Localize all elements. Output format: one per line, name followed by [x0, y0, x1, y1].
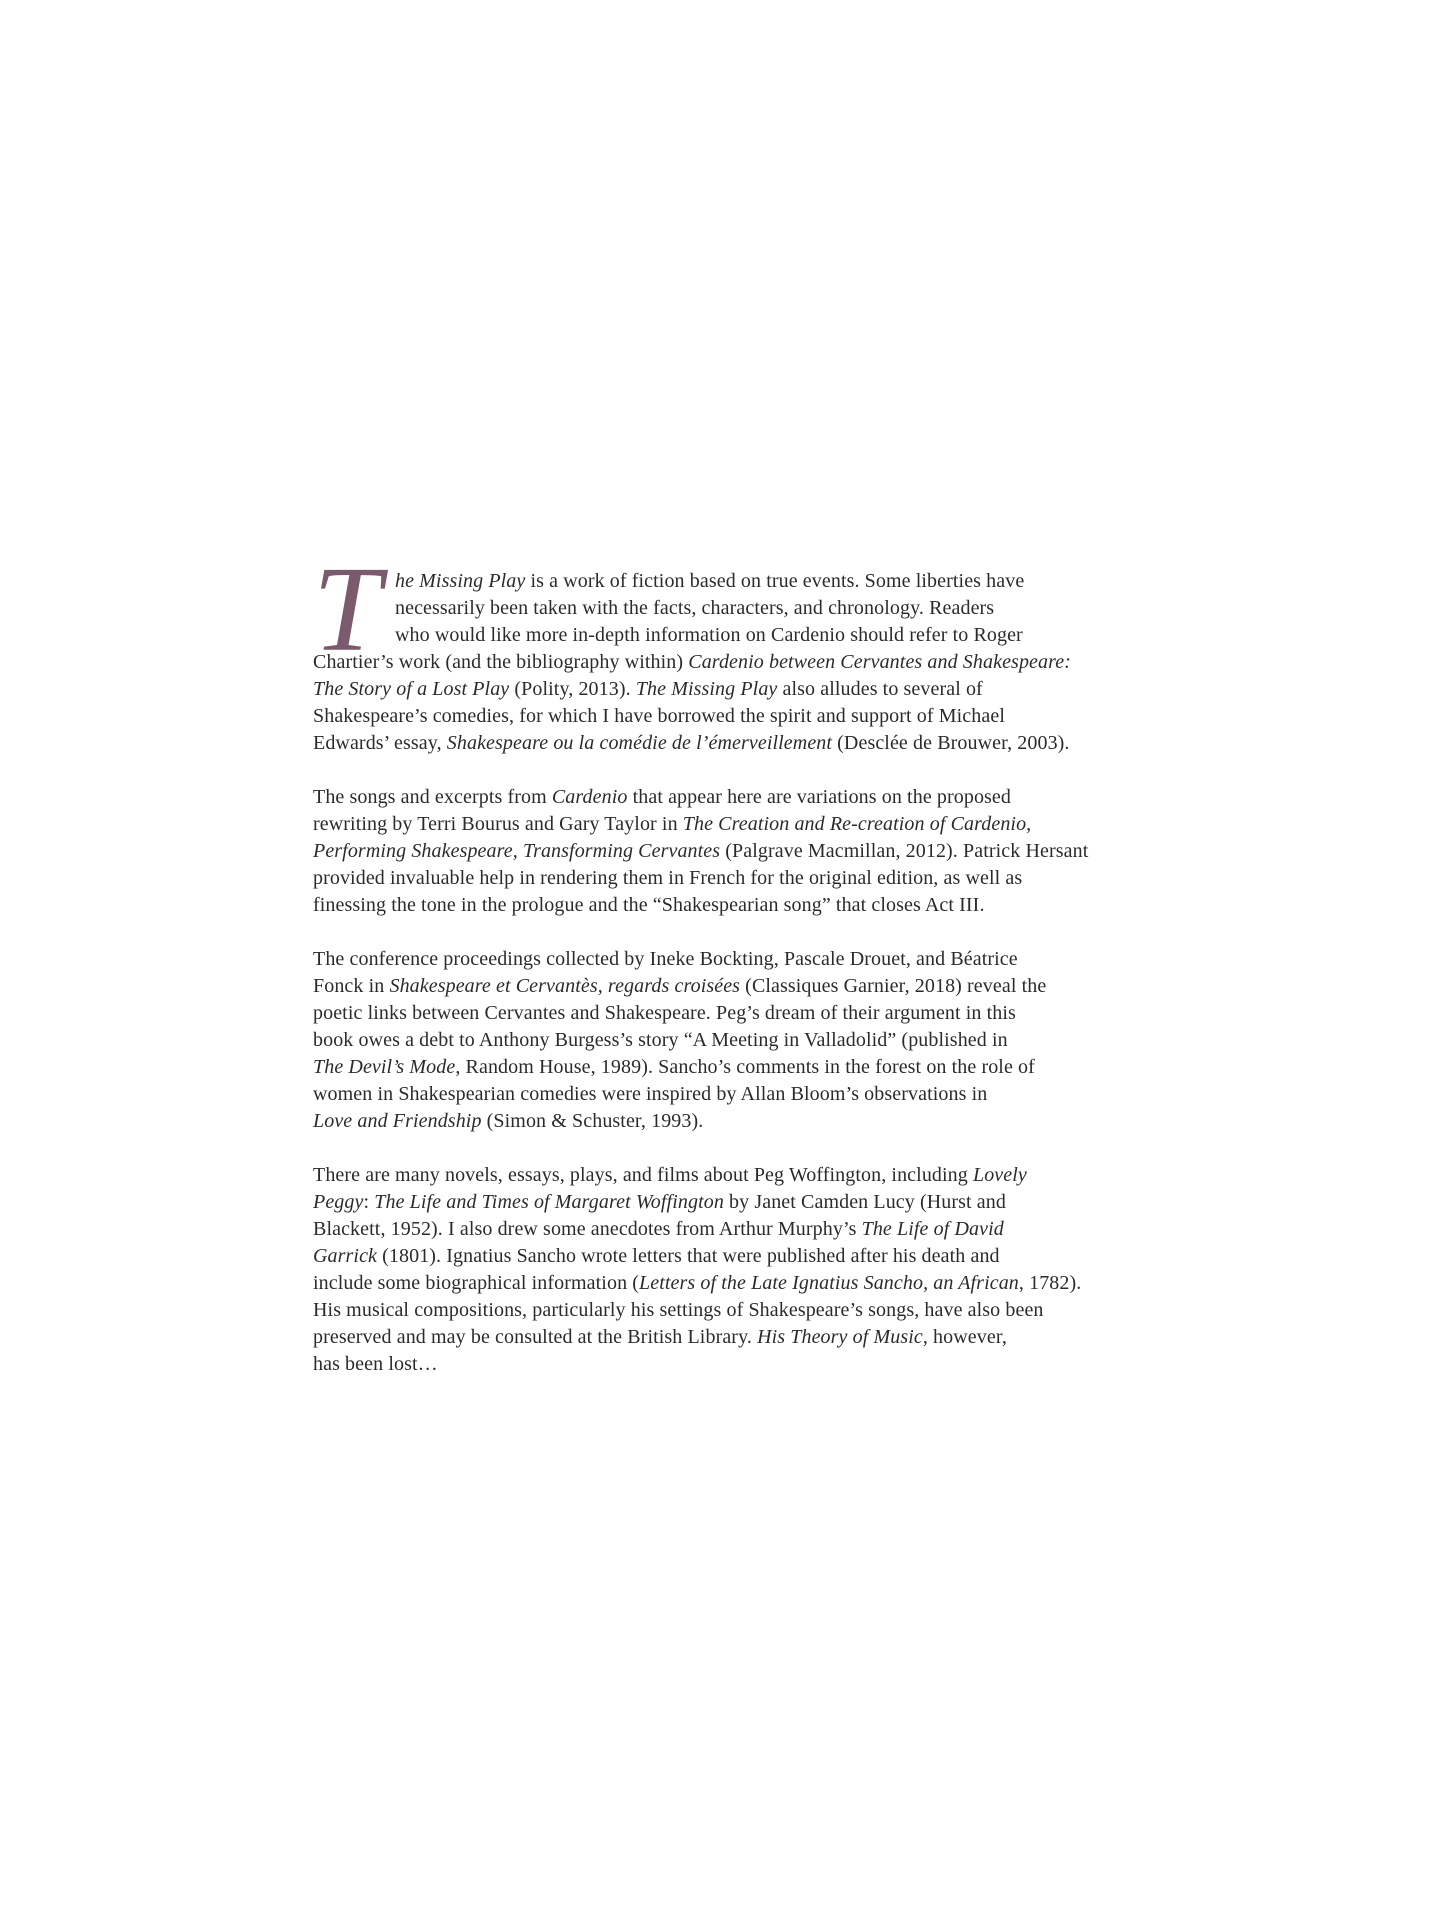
italic-title: Lovely: [972, 1164, 1027, 1186]
text-run: (Palgrave Macmillan, 2012). Patrick Hersant: [720, 840, 1089, 862]
text-line: [313, 1270, 1163, 1297]
text-line: [313, 1162, 1163, 1189]
italic-title: The Missing Play: [635, 678, 778, 700]
text-run: who would like more in-depth information on Cardenio should refer to Roger: [395, 624, 1023, 646]
text-run: book owes a debt to Anthony Burgess’s story “A Meeting in Valladolid” (published in: [313, 1029, 1008, 1051]
text-run: provided invaluable help in rendering them in French for the original edition, as well as: [313, 867, 1023, 889]
text-line: [313, 730, 1163, 757]
text-run: Blackett, 1952). I also drew some anecdotes from Arthur Murphy’s: [313, 1218, 862, 1240]
text-line: [313, 811, 1163, 838]
italic-title: The Devil’s Mode: [313, 1056, 456, 1078]
italic-title: The Creation and Re-creation of Cardenio,: [682, 813, 1032, 835]
italic-title: Shakespeare et Cervantès, regards croisées: [389, 975, 741, 997]
italic-title: Shakespeare ou la comédie de l’émerveillement: [446, 732, 833, 754]
text-line: [313, 676, 1163, 703]
drop-cap: T: [313, 542, 381, 677]
italic-title: Letters of the Late Ignatius Sancho, an African: [639, 1272, 1019, 1294]
text-run: (Simon & Schuster, 1993).: [481, 1110, 704, 1132]
italic-title: Performing Shakespeare, Transforming Cervantes: [313, 840, 721, 862]
text-run: (Polity, 2013).: [509, 678, 636, 700]
text-line: [313, 1324, 1163, 1351]
text-run: rewriting by Terri Bourus and Gary Taylor in: [313, 813, 683, 835]
text-run: finessing the tone in the prologue and the “Shakespearian song” that closes Act III.: [313, 894, 985, 916]
paragraph-4: [313, 1162, 1163, 1378]
paragraph-1: [313, 568, 1163, 757]
paragraph-3: [313, 946, 1163, 1135]
text-run: Chartier’s work (and the bibliography within): [313, 651, 689, 673]
italic-title: he Missing Play: [395, 570, 526, 592]
text-run: also alludes to several of: [777, 678, 983, 700]
text-line: [313, 865, 1163, 892]
text-run: Edwards’ essay,: [313, 732, 447, 754]
text-line: [313, 1108, 1163, 1135]
text-line: [313, 1000, 1163, 1027]
text-line: [313, 784, 1163, 811]
text-line: [313, 649, 1163, 676]
text-line: [313, 1216, 1163, 1243]
text-line: [313, 1081, 1163, 1108]
text-run: The songs and excerpts from: [313, 786, 552, 808]
italic-title: The Story of a Lost Play: [313, 678, 510, 700]
text-line: [313, 946, 1163, 973]
text-run: Shakespeare’s comedies, for which I have borrowed the spirit and support of Michael: [313, 705, 1005, 727]
text-run: that appear here are variations on the proposed: [627, 786, 1012, 808]
italic-title: The Life and Times of Margaret Woffington: [374, 1191, 724, 1213]
text-run: by Janet Camden Lucy (Hurst and: [723, 1191, 1006, 1213]
text-run: (1801). Ignatius Sancho wrote letters that were published after his death and: [377, 1245, 1000, 1267]
text-run: Fonck in: [313, 975, 390, 997]
text-line: [313, 1027, 1163, 1054]
text-line: [313, 1243, 1163, 1270]
text-run: necessarily been taken with the facts, characters, and chronology. Readers: [395, 597, 995, 619]
text-run: poetic links between Cervantes and Shakespeare. Peg’s dream of their argument in this: [313, 1002, 1016, 1024]
italic-title: His Theory of Music: [757, 1326, 923, 1348]
text-line: [313, 622, 1163, 649]
text-run: , 1782).: [1018, 1272, 1082, 1294]
text-line: [313, 1297, 1163, 1324]
text-run: (Desclée de Brouwer, 2003).: [832, 732, 1070, 754]
author-note-text: [313, 568, 1163, 1405]
text-run: include some biographical information (: [313, 1272, 640, 1294]
italic-title: Cardenio between Cervantes and Shakespeare:: [688, 651, 1071, 673]
paragraph-2: [313, 784, 1163, 919]
italic-title: The Life of David: [861, 1218, 1004, 1240]
text-line: [313, 1189, 1163, 1216]
italic-title: Cardenio: [551, 786, 628, 808]
text-run: preserved and may be consulted at the British Library.: [313, 1326, 758, 1348]
text-line: [313, 892, 1163, 919]
text-line: [313, 595, 1163, 622]
text-run: , however,: [922, 1326, 1007, 1348]
text-line: [313, 703, 1163, 730]
italic-title: Love and Friendship: [313, 1110, 482, 1132]
text-run: has been lost…: [313, 1353, 438, 1375]
italic-title: Garrick: [313, 1245, 378, 1267]
text-line: [313, 973, 1163, 1000]
text-run: There are many novels, essays, plays, and films about Peg Woffington, including: [313, 1164, 973, 1186]
text-line: [313, 1351, 1163, 1378]
text-run: The conference proceedings collected by Ineke Bockting, Pascale Drouet, and Béatrice: [313, 948, 1018, 970]
text-run: women in Shakespearian comedies were inspired by Allan Bloom’s observations in: [313, 1083, 988, 1105]
text-line: [313, 568, 1163, 595]
text-line: [313, 838, 1163, 865]
text-run: is a work of fiction based on true events. Some liberties have: [525, 570, 1025, 592]
text-run: , Random House, 1989). Sancho’s comments in the forest on the role of: [455, 1056, 1035, 1078]
text-run: (Classiques Garnier, 2018) reveal the: [740, 975, 1047, 997]
italic-title: Peggy: [313, 1191, 364, 1213]
text-run: :: [363, 1191, 375, 1213]
text-line: [313, 1054, 1163, 1081]
text-run: His musical compositions, particularly his settings of Shakespeare’s songs, have also been: [313, 1299, 1044, 1321]
